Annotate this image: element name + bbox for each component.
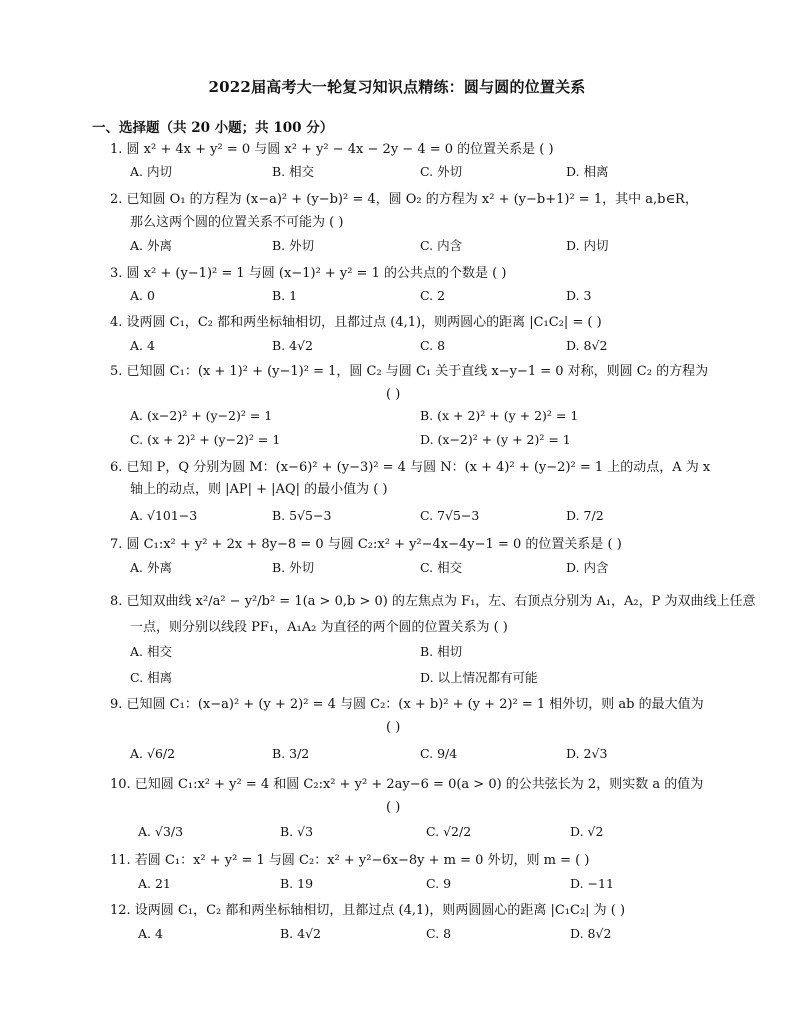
q2-option-a[interactable]: A. 外离 <box>130 238 172 253</box>
q5-option-b[interactable]: B. (x + 2)² + (y + 2)² = 1 <box>420 408 579 423</box>
q5-answer-blank: ( ) <box>386 387 401 402</box>
q2-option-c[interactable]: C. 内含 <box>420 238 463 253</box>
q2-option-b[interactable]: B. 外切 <box>272 238 315 253</box>
q3-option-c[interactable]: C. 2 <box>420 288 446 303</box>
q3-option-b[interactable]: B. 1 <box>272 288 298 303</box>
question-3-stem: 3. 圆 x² + (y−1)² = 1 与圆 (x−1)² + y² = 1 的公共点的个数是 ( ) <box>110 266 507 281</box>
q7-option-d[interactable]: D. 内含 <box>566 560 609 575</box>
q8-option-c[interactable]: C. 相离 <box>130 670 173 685</box>
q5-option-a[interactable]: A. (x−2)² + (y−2)² = 1 <box>130 408 273 423</box>
section-heading: 一、选择题（共 20 小题；共 100 分） <box>92 120 334 136</box>
page-title: 2022届高考大一轮复习知识点精练：圆与圆的位置关系 <box>208 78 586 96</box>
q11-option-a[interactable]: A. 21 <box>138 876 171 891</box>
question-1-stem: 1. 圆 x² + 4x + y² = 0 与圆 x² + y² − 4x − 2y − 4 = 0 的位置关系是 ( ) <box>110 142 554 157</box>
question-8-stem-line-2: 一点，则分别以线段 PF₁，A₁A₂ 为直径的两个圆的位置关系为 ( ) <box>130 620 508 635</box>
q1-option-d[interactable]: D. 相离 <box>566 164 609 179</box>
q8-option-d[interactable]: D. 以上情况都有可能 <box>420 670 538 685</box>
q11-option-b[interactable]: B. 19 <box>280 876 314 891</box>
q4-option-a[interactable]: A. 4 <box>130 338 155 353</box>
q4-option-b[interactable]: B. 4√2 <box>272 338 314 353</box>
q6-option-c[interactable]: C. 7√5−3 <box>420 508 480 523</box>
question-4-stem: 4. 设两圆 C₁，C₂ 都和两坐标轴相切，且都过点 (4,1)，则两圆心的距离 |C₁C₂| = ( ) <box>110 315 602 330</box>
q10-option-d[interactable]: D. √2 <box>570 824 604 839</box>
q1-option-a[interactable]: A. 内切 <box>130 164 172 179</box>
question-2-stem-line-2: 那么这两个圆的位置关系不可能为 ( ) <box>130 215 344 230</box>
q6-option-d[interactable]: D. 7/2 <box>566 508 604 523</box>
question-8-stem-line-1: 8. 已知双曲线 x²/a² − y²/b² = 1(a > 0,b > 0) 的左焦点为 F₁，左、右顶点分别为 A₁，A₂，P 为双曲线上任意 <box>110 594 756 609</box>
question-12-stem: 12. 设两圆 C₁，C₂ 都和两坐标轴相切，且都过点 (4,1)，则两圆圆心的距离 |C₁C₂| 为 ( ) <box>110 903 626 918</box>
q10-option-c[interactable]: C. √2/2 <box>426 824 472 839</box>
q10-answer-blank: ( ) <box>386 800 401 815</box>
question-10-stem: 10. 已知圆 C₁:x² + y² = 4 和圆 C₂:x² + y² + 2ay−6 = 0(a > 0) 的公共弦长为 2，则实数 a 的值为 <box>110 777 704 792</box>
question-6-stem-line-1: 6. 已知 P，Q 分别为圆 M：(x−6)² + (y−3)² = 4 与圆 N：(x + 4)² + (y−2)² = 1 上的动点，A 为 x <box>110 460 711 475</box>
question-2-stem-line-1: 2. 已知圆 O₁ 的方程为 (x−a)² + (y−b)² = 4，圆 O₂ 的方程为 x² + (y−b+1)² = 1，其中 a,b∈R， <box>110 192 698 207</box>
q8-option-a[interactable]: A. 相交 <box>130 644 172 659</box>
q3-option-d[interactable]: D. 3 <box>566 288 592 303</box>
q8-option-b[interactable]: B. 相切 <box>420 644 463 659</box>
q12-option-c[interactable]: C. 8 <box>426 926 452 941</box>
q10-option-a[interactable]: A. √3/3 <box>138 824 184 839</box>
q3-option-a[interactable]: A. 0 <box>130 288 155 303</box>
question-5-stem: 5. 已知圆 C₁：(x + 1)² + (y−1)² = 1，圆 C₂ 与圆 C₁ 关于直线 x−y−1 = 0 对称，则圆 C₂ 的方程为 <box>110 364 709 379</box>
q6-option-a[interactable]: A. √101−3 <box>130 508 198 523</box>
q12-option-d[interactable]: D. 8√2 <box>570 926 612 941</box>
q1-option-b[interactable]: B. 相交 <box>272 164 315 179</box>
q5-option-c[interactable]: C. (x + 2)² + (y−2)² = 1 <box>130 432 281 447</box>
q12-option-b[interactable]: B. 4√2 <box>280 926 322 941</box>
q4-option-d[interactable]: D. 8√2 <box>566 338 608 353</box>
q7-option-b[interactable]: B. 外切 <box>272 560 315 575</box>
q9-option-d[interactable]: D. 2√3 <box>566 746 608 761</box>
q4-option-c[interactable]: C. 8 <box>420 338 446 353</box>
q9-option-b[interactable]: B. 3/2 <box>272 746 310 761</box>
q10-option-b[interactable]: B. √3 <box>280 824 314 839</box>
question-9-stem: 9. 已知圆 C₁：(x−a)² + (y + 2)² = 4 与圆 C₂：(x + b)² + (y + 2)² = 1 相外切，则 ab 的最大值为 <box>110 697 704 712</box>
q11-option-d[interactable]: D. −11 <box>570 876 614 891</box>
question-11-stem: 11. 若圆 C₁：x² + y² = 1 与圆 C₂：x² + y²−6x−8y + m = 0 外切，则 m = ( ) <box>110 853 590 868</box>
q7-option-c[interactable]: C. 相交 <box>420 560 463 575</box>
q11-option-c[interactable]: C. 9 <box>426 876 452 891</box>
q5-option-d[interactable]: D. (x−2)² + (y + 2)² = 1 <box>420 432 571 447</box>
q9-answer-blank: ( ) <box>386 720 401 735</box>
q2-option-d[interactable]: D. 内切 <box>566 238 609 253</box>
q9-option-a[interactable]: A. √6/2 <box>130 746 176 761</box>
q1-option-c[interactable]: C. 外切 <box>420 164 463 179</box>
question-6-stem-line-2: 轴上的动点，则 |AP| + |AQ| 的最小值为 ( ) <box>130 482 388 497</box>
q12-option-a[interactable]: A. 4 <box>138 926 163 941</box>
question-7-stem: 7. 圆 C₁:x² + y² + 2x + 8y−8 = 0 与圆 C₂:x² + y²−4x−4y−1 = 0 的位置关系是 ( ) <box>110 537 622 552</box>
q6-option-b[interactable]: B. 5√5−3 <box>272 508 332 523</box>
q7-option-a[interactable]: A. 外离 <box>130 560 172 575</box>
q9-option-c[interactable]: C. 9/4 <box>420 746 458 761</box>
